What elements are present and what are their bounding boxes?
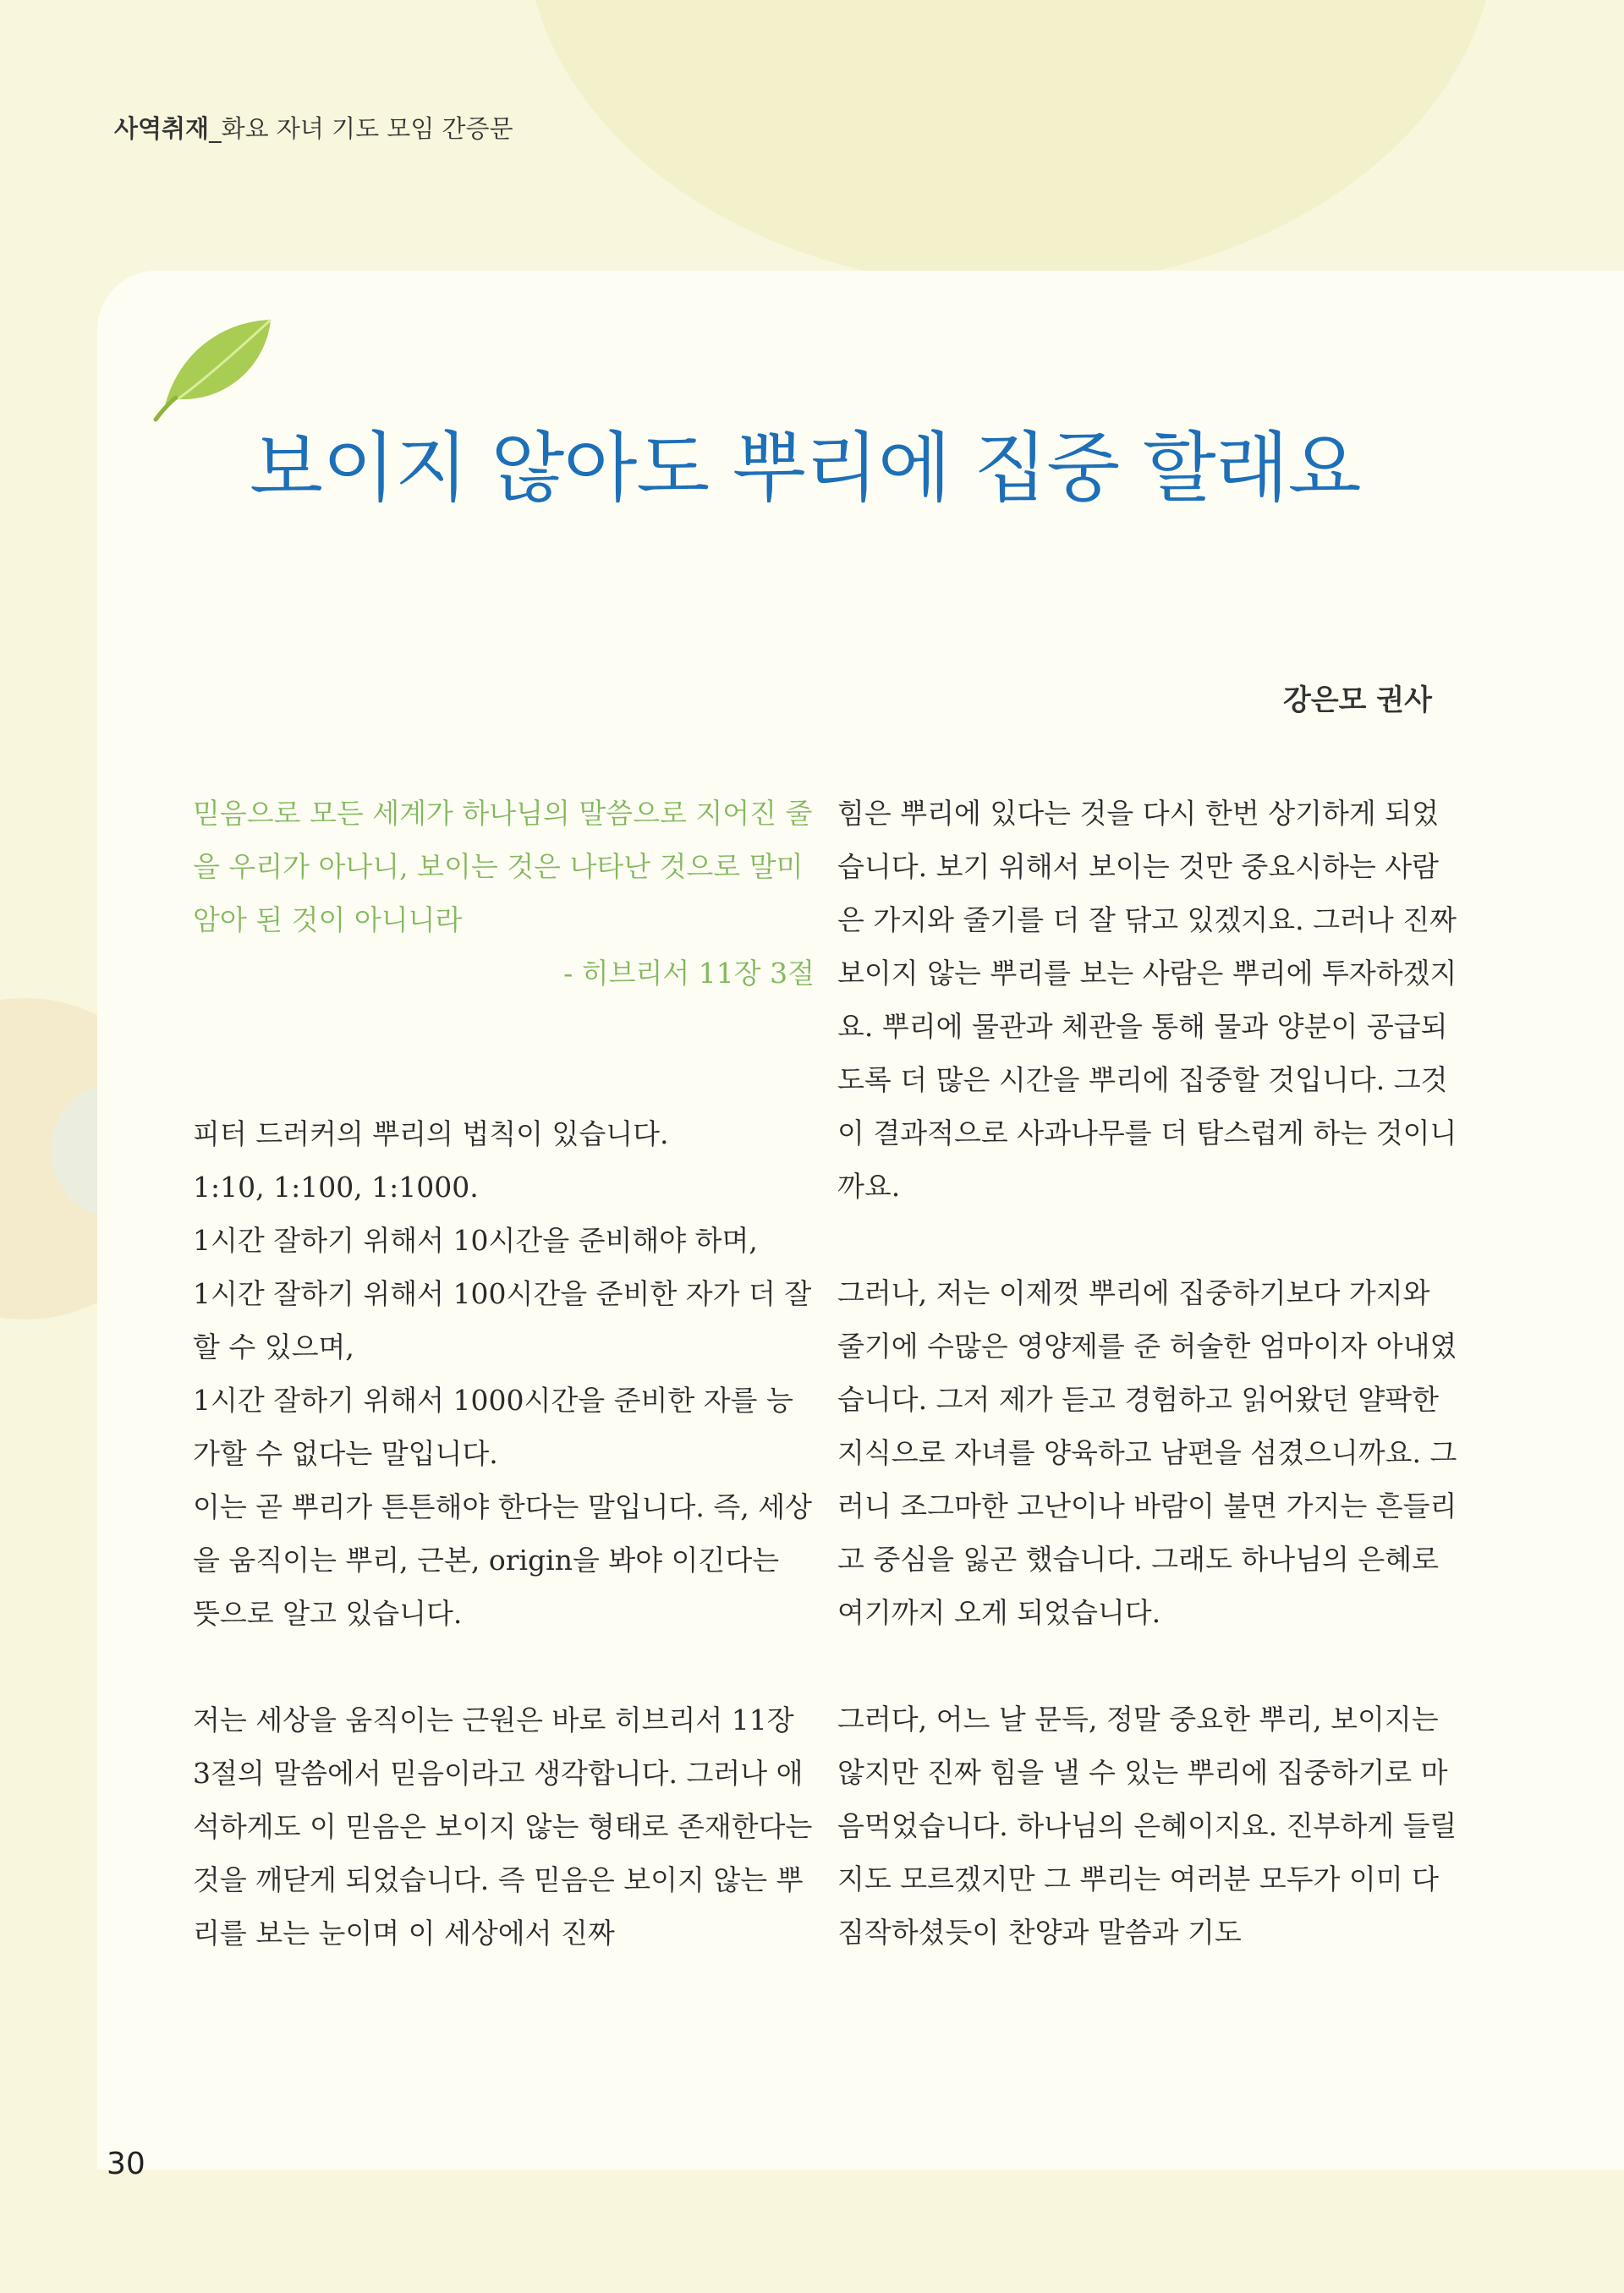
body-paragraph: 저는 세상을 움직이는 근원은 바로 히브리서 11장 3절의 말씀에서 믿음이라고 생각합니다. 그러나 애석하게도 이 믿음은 보이지 않는 형태로 존재한다는 것을 깨닫게 되었습니다. 즉 믿음은 보이지 않는 뿌리를 보는 눈이며 이 세상에서 진짜: [193, 1703, 813, 1950]
spacer: [193, 1000, 815, 1107]
body-line: 이는 곧 뿌리가 튼튼해야 한다는 말입니다. 즉, 세상을 움직이는 뿌리, 근본, origin을 봐야 이긴다는 뜻으로 알고 있습니다.: [193, 1490, 812, 1630]
body-line: 1시간 잘하기 위해서 10시간을 준비해야 하며,: [193, 1224, 758, 1257]
author-name: 강은모 권사: [1282, 683, 1432, 717]
body-paragraph: 그러나, 저는 이제껏 뿌리에 집중하기보다 가지와 줄기에 수많은 영양제를 준 허술한 엄마이자 아내였습니다. 그저 제가 듣고 경험하고 읽어왔던 얄팍한 지식으로 자녀를 양육하고 남편을 섬겼으니까요. 그러니 조그마한 고난이나 바람이 불면 가지는 흔들리고 중심을 잃곤 했습니다. 그래도 하나님의 은혜로 여기까지 오게 되었습니다.: [837, 1276, 1457, 1629]
left-column: [193, 787, 815, 1960]
scripture-reference: - 히브리서 11장 3절: [563, 957, 815, 990]
background-circle: [524, 0, 1497, 288]
body-line: 1시간 잘하기 위해서 1000시간을 준비한 자를 능가할 수 없다는 말입니다.: [193, 1384, 793, 1470]
body-line: 피터 드러커의 뿌리의 법칙이 있습니다.: [193, 1117, 669, 1150]
page-header: [114, 110, 513, 145]
header-section: 사역취재: [114, 114, 210, 143]
scripture-verse: 믿음으로 모든 세계가 하나님의 말씀으로 지어진 줄을 우리가 아나니, 보이는 것은 나타난 것으로 말미암아 된 것이 아니니라: [193, 797, 813, 936]
page-title: 보이지 않아도 뿌리에 집중 할래요: [250, 424, 1361, 513]
spacer: [837, 1213, 1459, 1266]
body-line: 1:10, 1:100, 1:1000.: [193, 1171, 479, 1204]
spacer: [193, 1640, 815, 1693]
body-paragraph: 힘은 뿌리에 있다는 것을 다시 한번 상기하게 되었습니다. 보기 위해서 보이는 것만 중요시하는 사람은 가지와 줄기를 더 잘 닦고 있겠지요. 그러나 진짜 보이지 않는 뿌리를 보는 사람은 뿌리에 투자하겠지요. 뿌리에 물관과 체관을 통해 물과 양분이 공급되도록 더 많은 시간을 뿌리에 집중할 것입니다. 그것이 결과적으로 사과나무를 더 탐스럽게 하는 것이니까요.: [837, 797, 1457, 1203]
body-paragraph: 그러다, 어느 날 문득, 정말 중요한 뿌리, 보이지는 않지만 진짜 힘을 낼 수 있는 뿌리에 집중하기로 마음먹었습니다. 하나님의 은혜이지요. 진부하게 들릴지도 모르겠지만 그 뿌리는 여러분 모두가 이미 다 짐작하셨듯이 찬양과 말씀과 기도: [837, 1703, 1457, 1949]
page-number: 30: [107, 2147, 145, 2181]
right-column: [837, 787, 1459, 1959]
spacer: [837, 1639, 1459, 1692]
header-subtitle: _화요 자녀 기도 모임 간증문: [209, 114, 513, 143]
body-line: 1시간 잘하기 위해서 100시간을 준비한 자가 더 잘할 수 있으며,: [193, 1277, 812, 1363]
